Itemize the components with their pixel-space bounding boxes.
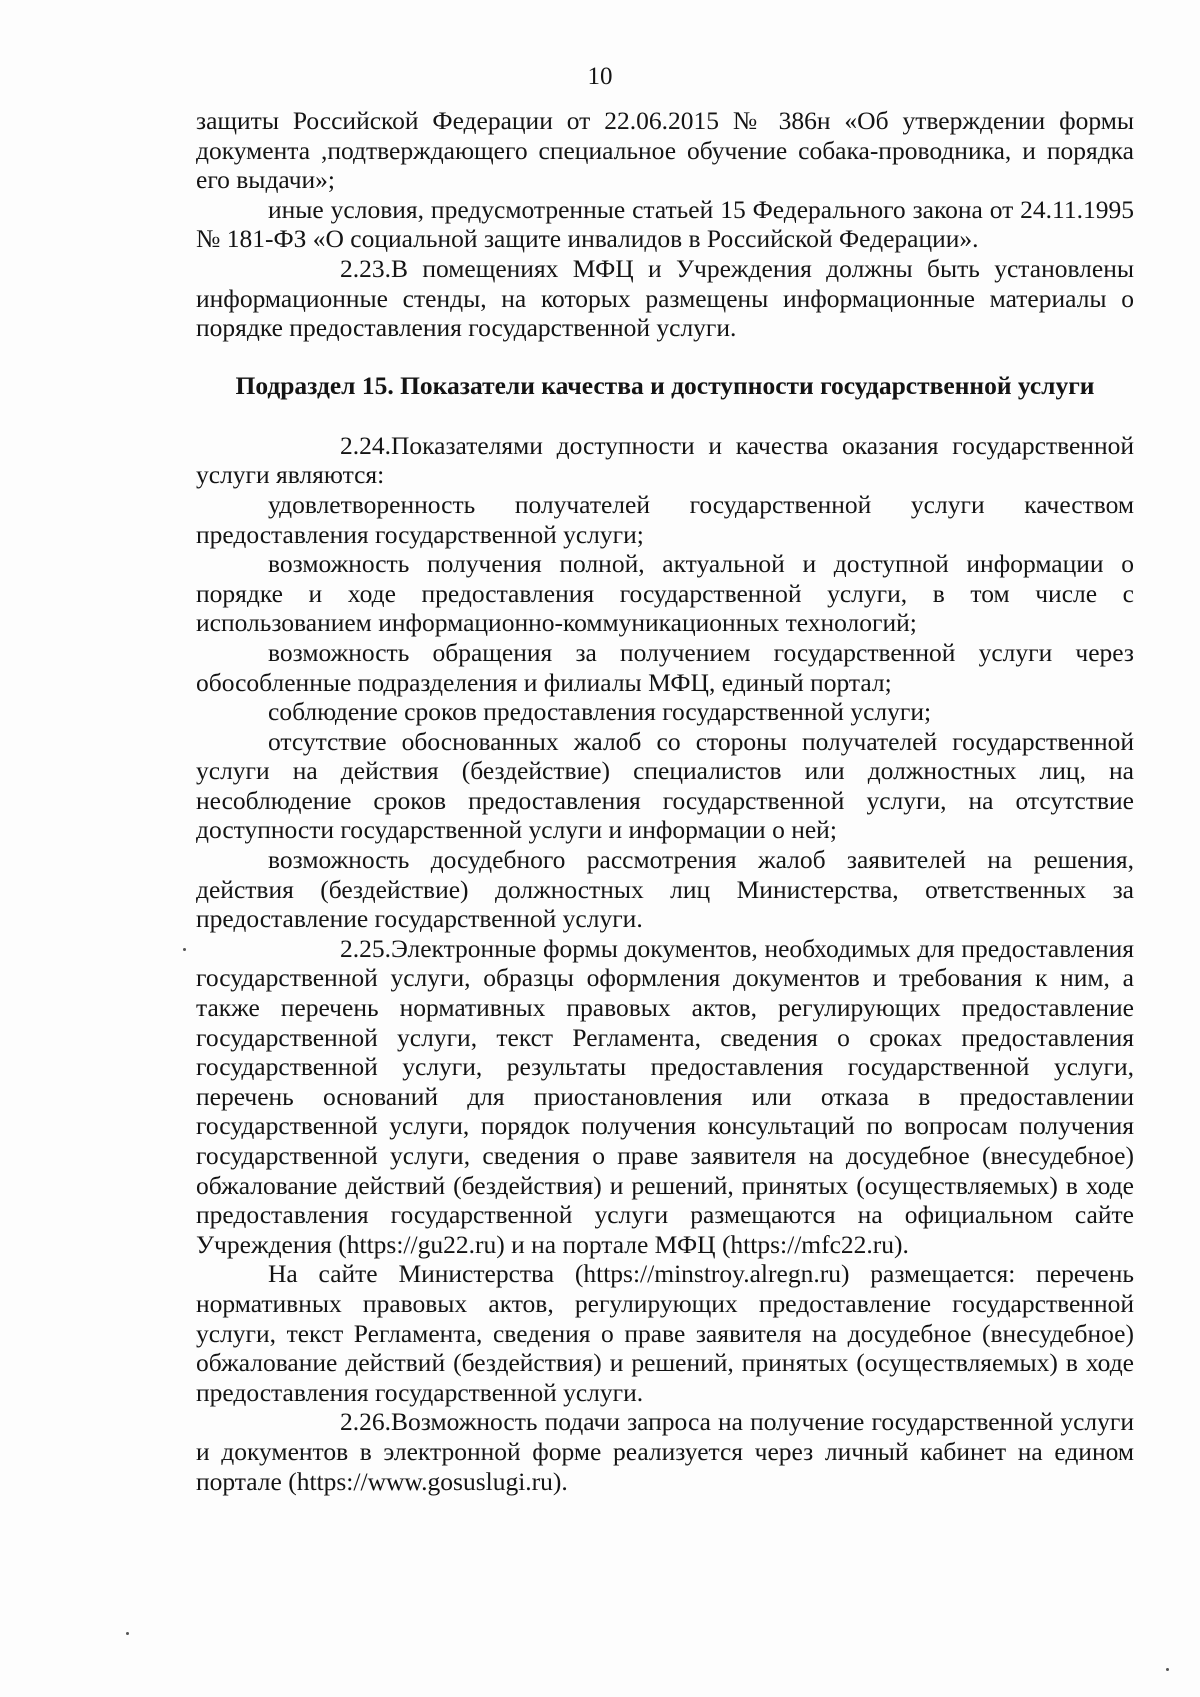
paragraph-text: Электронные формы документов, необходимых для предоставления государственной услуги, образцы оформления документов и требования к ним, а также перечень нормативных правовых актов, регулирующих предоставление государственной услуги, текст Регламента, сведения о сроках предоставления государственной услуги, результаты предоставления государственной услуги, перечень оснований для приостановления или отказа в предоставлении государственной услуги, порядок получения консультаций по вопросам получения государственной услуги, сведения о праве заявителя на досудебное (внесудебное) обжалование действий (бездействия) и решений, принятых (осуществляемых) в ходе предоставления государственной услуги размещаются на официальном сайте Учреждения (https://gu22.ru) и на портале МФЦ (https://mfc22.ru). <box>196 933 1134 1259</box>
paragraph-text: возможность досудебного рассмотрения жалоб заявителей на решения, действия (бездействие) должностных лиц Министерства, ответственных за предоставление государственной услуги. <box>196 845 1134 934</box>
paragraph-text: соблюдение сроков предоставления государственной услуги; <box>268 697 932 727</box>
paragraph-text: удовлетворенность получателей государственной услуги качеством предоставления государственной услуги; <box>196 489 1134 549</box>
paragraph-2-23 <box>196 254 1134 343</box>
paragraph-text: Возможность подачи запроса на получение государственной услуги и документов в электронной форме реализуется через личный кабинет на едином портале (https://www.gosuslugi.ru). <box>196 1407 1134 1496</box>
scan-speck <box>126 1632 129 1635</box>
paragraph-ministry-site <box>196 1259 1134 1407</box>
clause-number: 2.26. <box>340 1407 391 1437</box>
list-item <box>196 697 1134 727</box>
section-heading: Подраздел 15. Показатели качества и доступности государственной услуги <box>235 370 1095 400</box>
paragraph-text: возможность обращения за получением государственной услуги через обособленные подразделения и филиалы МФЦ, единый портал; <box>196 637 1134 697</box>
paragraph-2-26 <box>196 1407 1134 1496</box>
scan-speck <box>1166 1668 1169 1671</box>
clause-number: 2.25. <box>340 933 391 963</box>
paragraph-text: иные условия, предусмотренные статьей 15 Федерального закона от 24.11.1995 № 181-ФЗ «О социальной защите инвалидов в Российской Федерации». <box>196 194 1134 254</box>
paragraph-text: На сайте Министерства (https://minstroy.alregn.ru) размещается: перечень нормативных правовых актов, регулирующих предоставление государственной услуги, текст Регламента, сведения о праве заявителя на досудебное (внесудебное) обжалование действий (бездействия) и решений, принятых (осуществляемых) в ходе предоставления государственной услуги. <box>196 1259 1134 1407</box>
paragraph-text: защиты Российской Федерации от 22.06.2015 № 386н «Об утверждении формы документа ,подтверждающего специальное обучение собака-проводника, и порядка его выдачи»; <box>196 106 1134 195</box>
paragraph-text: возможность получения полной, актуальной и доступной информации о порядке и ходе предоставления государственной услуги, в том числе с использованием информационно-коммуникационных технологий; <box>196 549 1134 638</box>
page-number: 10 <box>587 63 613 90</box>
paragraph-continuation <box>196 106 1134 195</box>
clause-number: 2.23. <box>340 253 391 283</box>
list-item <box>196 845 1134 934</box>
paragraph-text: В помещениях МФЦ и Учреждения должны быть установлены информационные стенды, на которых размещены информационные материалы о порядке предоставления государственной услуги. <box>196 253 1134 343</box>
document-body <box>196 106 1134 1496</box>
paragraph-2-25 <box>196 934 1134 1260</box>
list-item <box>196 638 1134 697</box>
paragraph-other-conditions <box>196 195 1134 254</box>
list-item <box>196 727 1134 845</box>
paragraph-text: Показателями доступности и качества оказания государственной услуги являются: <box>196 430 1134 490</box>
list-item <box>196 549 1134 638</box>
list-item <box>196 490 1134 549</box>
clause-number: 2.24. <box>340 430 391 460</box>
paragraph-text: отсутствие обоснованных жалоб со стороны получателей государственной услуги на действия (бездействие) специалистов или должностных лиц, на несоблюдение сроков предоставления государственной услуги, на отсутствие доступности государственной услуги и информации о ней; <box>196 726 1134 845</box>
paragraph-2-24 <box>196 431 1134 490</box>
scan-speck <box>183 948 186 951</box>
